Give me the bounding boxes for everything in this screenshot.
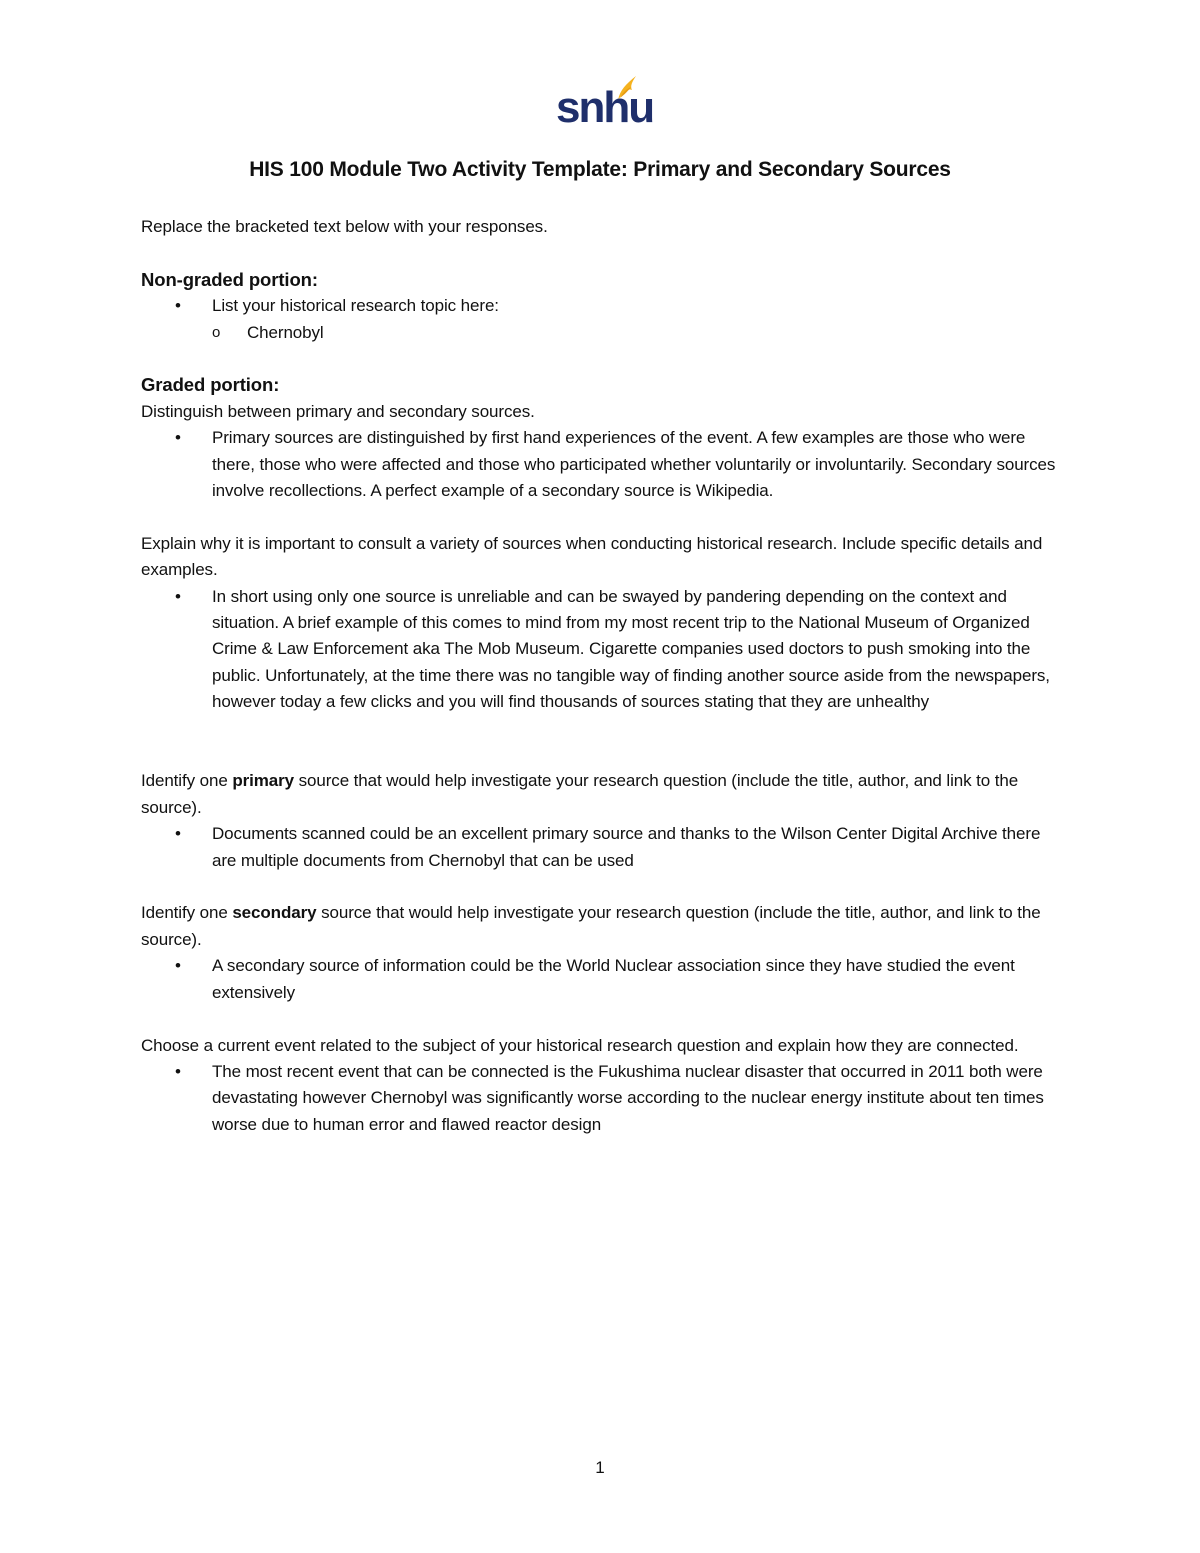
- sub-bullet-icon: o: [212, 323, 221, 341]
- question-5-answer: The most recent event that can be connected is the Fukushima nuclear disaster that occurred in 2011 both were devastating however Chernobyl was significantly worse according to the nuclear energy institute about ten times worse due to human error and flawed reactor design: [212, 1061, 1044, 1134]
- list-item: [141, 584, 1066, 716]
- intro-text: Replace the bracketed text below with your responses.: [141, 217, 548, 236]
- list-item: [141, 821, 1066, 874]
- document-title: HIS 100 Module Two Activity Template: Primary and Secondary Sources: [249, 158, 951, 181]
- bullet-icon: •: [175, 956, 181, 976]
- question-2-prompt: Explain why it is important to consult a variety of sources when conducting historical research. Include specific details and examples.: [141, 533, 1043, 580]
- bullet-icon: •: [175, 824, 181, 844]
- page-number: 1: [595, 1458, 605, 1477]
- prompt-text: source that would help investigate your research question (include the title, author, and link to the source).: [141, 903, 1041, 949]
- prompt-emphasis: primary: [232, 771, 294, 791]
- snhu-logo: [556, 74, 654, 134]
- question-2-answers: [141, 584, 1066, 716]
- prompt-text: Identify one: [141, 771, 233, 791]
- document-body: [141, 214, 1066, 1138]
- question-2-answer: In short using only one source is unreliable and can be swayed by pandering depending on the context and situation. A brief example of this comes to mind from my most recent trip to the National Museum of Organized Crime & Law Enforcement aka The Mob Museum. Cigarette companies used doctors to push smoking into the public. Unfortunately, at the time there was no tangible way of finding another source aside from the newspapers, however today a few clicks and you will find thousands of sources stating that they are unhealthy: [212, 586, 1050, 712]
- question-5-answers: [141, 1059, 1066, 1138]
- logo-wordmark: snhu: [556, 83, 654, 132]
- question-1-answer: Primary sources are distinguished by first hand experiences of the event. A few examples are those who were there, those who were affected and those who participated whether voluntarily or involuntarily. Secondary sources involve recollections. A perfect example of a secondary source is Wikipedia.: [212, 428, 1056, 501]
- question-3-answer: Documents scanned could be an excellent primary source and thanks to the Wilson Center Digital Archive there are multiple documents from Chernobyl that can be used: [212, 824, 1041, 870]
- topic-answer: Chernobyl: [247, 322, 324, 342]
- topic-prompt: List your historical research topic here:: [212, 296, 499, 316]
- question-1-prompt: Distinguish between primary and secondary sources.: [141, 401, 535, 421]
- list-item: [141, 953, 1066, 1006]
- list-item: [141, 425, 1066, 504]
- question-4-answer: A secondary source of information could be the World Nuclear association since they have studied the event extensively: [212, 956, 1015, 1002]
- question-5-prompt: Choose a current event related to the subject of your historical research question and explain how they are connected.: [141, 1035, 1019, 1055]
- prompt-emphasis: secondary: [232, 903, 317, 923]
- list-item: [141, 1059, 1066, 1138]
- bullet-icon: •: [175, 586, 181, 606]
- question-3-answers: [141, 821, 1066, 874]
- bullet-icon: •: [175, 296, 181, 316]
- graded-heading: Graded portion:: [141, 374, 280, 396]
- question-1-answers: [141, 425, 1066, 504]
- list-item: [141, 293, 1066, 319]
- non-graded-list: [141, 293, 1066, 346]
- question-3-prompt: [141, 768, 1066, 821]
- prompt-text: Identify one: [141, 903, 233, 923]
- bullet-icon: •: [175, 1061, 181, 1081]
- bullet-icon: •: [175, 428, 181, 448]
- prompt-text: source that would help investigate your research question (include the title, author, and link to the source).: [141, 771, 1019, 817]
- list-item: [141, 320, 1066, 346]
- question-4-answers: [141, 953, 1066, 1006]
- question-4-prompt: [141, 900, 1066, 953]
- non-graded-heading: Non-graded portion:: [141, 268, 318, 290]
